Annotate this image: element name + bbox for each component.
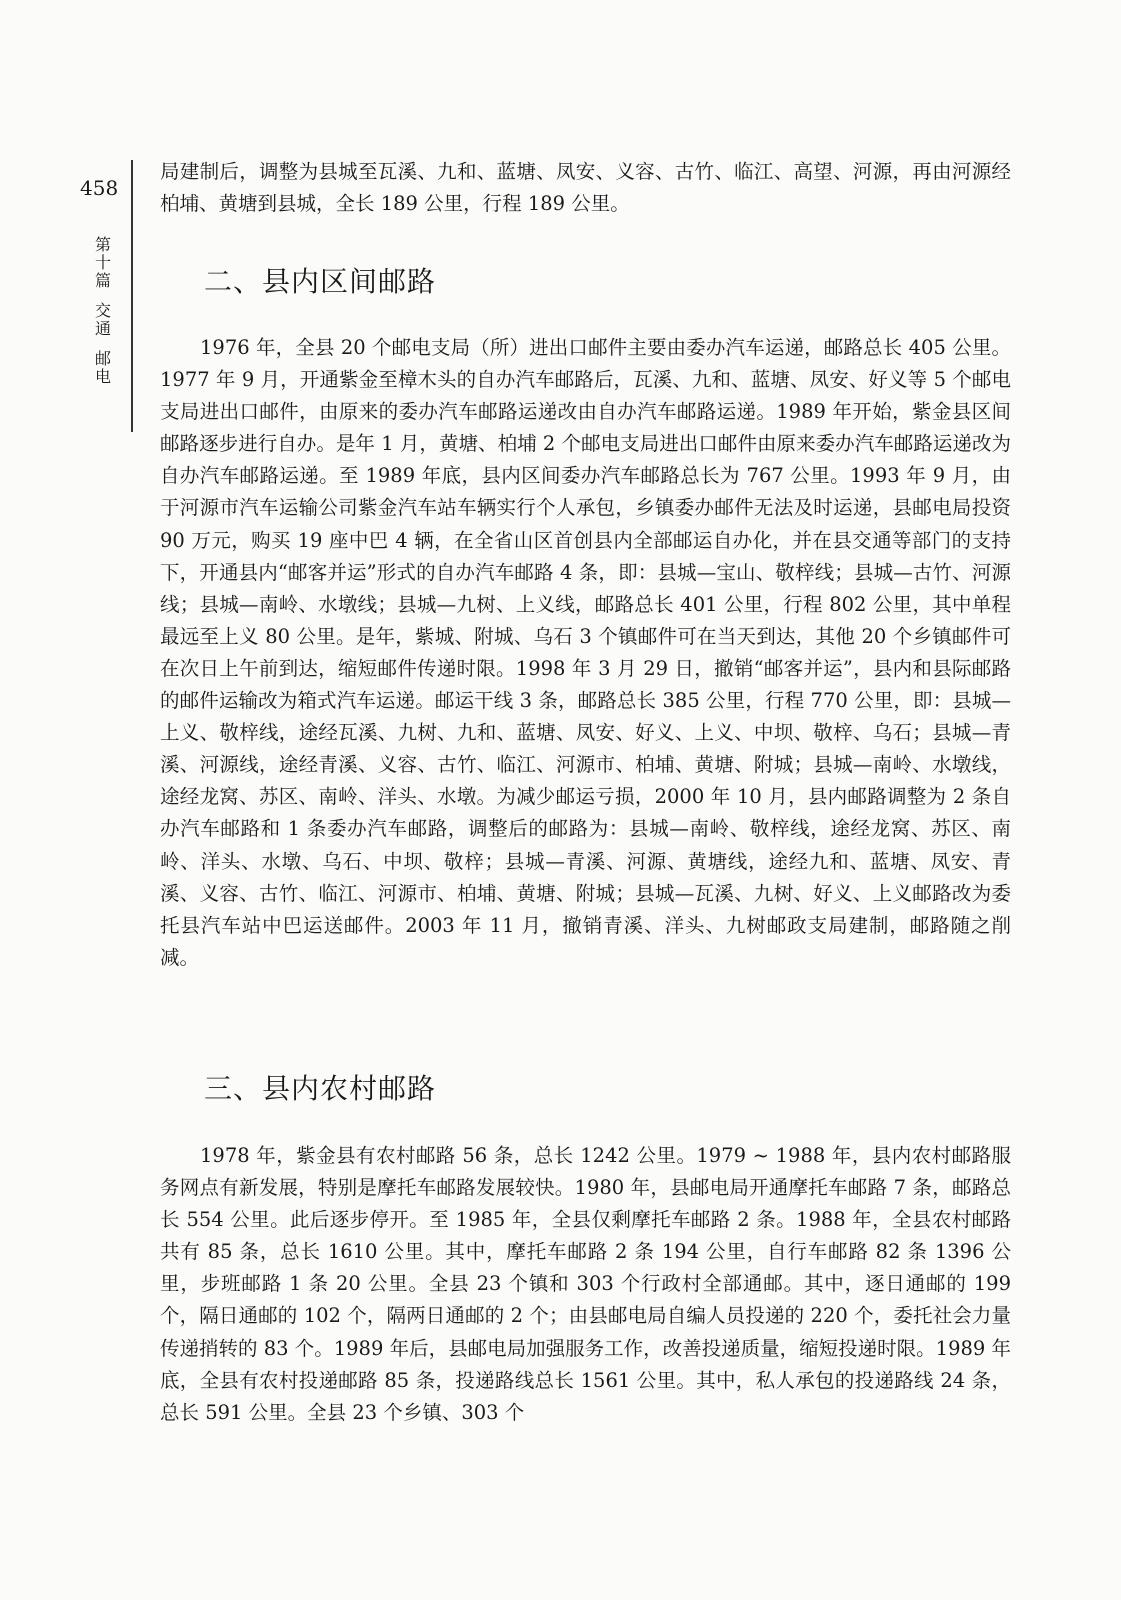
caption-char: 篇 [94, 271, 111, 290]
caption-char: 第 [94, 235, 111, 254]
page-number: 458 [80, 176, 119, 200]
caption-char: 通 [94, 319, 111, 338]
section-heading-district-routes: 二、县内区间邮路 [204, 265, 437, 298]
caption-char: 十 [94, 253, 111, 272]
caption-char: 交 [94, 301, 111, 320]
caption-char: 电 [94, 367, 111, 386]
margin-section-caption [88, 236, 118, 386]
margin-divider [131, 160, 133, 432]
caption-char: 邮 [94, 349, 111, 368]
intro-paragraph: 局建制后，调整为县城至瓦溪、九和、蓝塘、凤安、义容、古竹、临江、高望、河源，再由河源经柏埔、黄塘到县城，全长 189 公里，行程 189 公里。 [160, 160, 1011, 216]
section-paragraph-rural-routes: 1978 年，紫金县有农村邮路 56 条，总长 1242 公里。1979 ~ 1988 年，县内农村邮路服务网点有新发展，特别是摩托车邮路发展较快。1980 年，县邮电局开通摩托车邮路 7 条，邮路总长 554 公里。此后逐步停开。至 1985 年，全县仅剩摩托车邮路 2 条。1988 年，全县农村邮路共有 85 条，总长 1610 公里。其中，摩托车邮路 2 条 194 公里，自行车邮路 82 条 1396 公里，步班邮路 1 条 20 公里。全县 23 个镇和 303 个行政村全部通邮。其中，逐日通邮的 199 个，隔日通邮的 102 个，隔两日通邮的 2 个；由县邮电局自编人员投递的 220 个，委托社会力量传递捎转的 83 个。1989 年后，县邮电局加强服务工作，改善投递质量，缩短投递时限。1989 年底，全县有农村投递邮路 85 条，投递路线总长 1561 公里。其中，私人承包的投递路线 24 条，总长 591 公里。全县 23 个乡镇、303 个 [160, 1144, 1011, 1424]
section-paragraph-district-routes: 1976 年，全县 20 个邮电支局（所）进出口邮件主要由委办汽车运递，邮路总长 405 公里。1977 年 9 月，开通紫金至樟木头的自办汽车邮路后，瓦溪、九和、蓝塘、凤安、好义等 5 个邮电支局进出口邮件，由原来的委办汽车邮路运递改由自办汽车邮路运递。1989 年开始，紫金县区间邮路逐步进行自办。是年 1 月，黄塘、柏埔 2 个邮电支局进出口邮件由原来委办汽车邮路运递改为自办汽车邮路运递。至 1989 年底，县内区间委办汽车邮路总长为 767 公里。1993 年 9 月，由于河源市汽车运输公司紫金汽车站车辆实行个人承包，乡镇委办邮件无法及时运递，县邮电局投资 90 万元，购买 19 座中巴 4 辆，在全省山区首创县内全部邮运自办化，并在县交通等部门的支持下，开通县内“邮客并运”形式的自办汽车邮路 4 条，即：县城—宝山、敬梓线；县城—古竹、河源线；县城—南岭、水墩线；县城—九树、上义线，邮路总长 401 公里，行程 802 公里，其中单程最远至上义 80 公里。是年，紫城、附城、乌石 3 个镇邮件可在当天到达，其他 20 个乡镇邮件可在次日上午前到达，缩短邮件传递时限。1998 年 3 月 29 日，撤销“邮客并运”，县内和县际邮路的邮件运输改为箱式汽车运递。邮运干线 3 条，邮路总长 385 公里，行程 770 公里，即：县城—上义、敬梓线，途经瓦溪、九树、九和、蓝塘、凤安、好义、上义、中坝、敬梓、乌石；县城—青溪、河源线，途经青溪、义容、古竹、临江、河源市、柏埔、黄塘、附城；县城—南岭、水墩线，途经龙窝、苏区、南岭、洋头、水墩。为减少邮运亏损，2000 年 10 月，县内邮路调整为 2 条自办汽车邮路和 1 条委办汽车邮路，调整后的邮路为：县城—南岭、敬梓线，途经龙窝、苏区、南岭、洋头、水墩、乌石、中坝、敬梓；县城—青溪、河源、黄塘线，途经九和、蓝塘、凤安、青溪、义容、古竹、临江、河源市、柏埔、黄塘、附城；县城—瓦溪、九树、好义、上义邮路改为委托县汽车站中巴运送邮件。2003 年 11 月，撤销青溪、洋头、九树邮政支局建制，邮路随之削减。 [160, 336, 1011, 969]
section-heading-rural-routes: 三、县内农村邮路 [204, 1072, 437, 1105]
